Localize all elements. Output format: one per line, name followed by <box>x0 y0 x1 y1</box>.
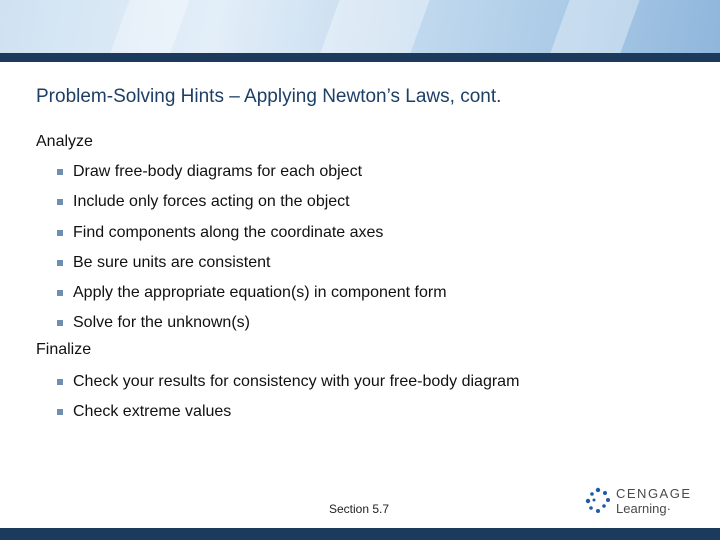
list-item <box>36 248 686 278</box>
list-item <box>36 397 686 427</box>
header-rule <box>0 53 720 62</box>
square-bullet-icon <box>57 230 63 236</box>
list-item-text: Draw free-body diagrams for each object <box>73 163 363 180</box>
square-bullet-icon <box>57 260 63 266</box>
list-item-text: Check your results for consistency with your free-body diagram <box>73 372 520 390</box>
list-item-text: Solve for the unknown(s) <box>73 314 250 332</box>
slide-content <box>36 131 686 427</box>
list-item <box>36 367 686 397</box>
list-item-text: Apply the appropriate equation(s) in component form <box>73 284 447 302</box>
finalize-list <box>36 367 686 428</box>
list-item-text: Find components along the coordinate axes <box>73 223 384 241</box>
section-label: Section 5.7 <box>329 502 390 516</box>
list-item-text: Check extreme values <box>73 403 232 421</box>
list-item-text: Be sure units are consistent <box>73 253 271 271</box>
square-bullet-icon <box>57 169 63 175</box>
section-heading-analyze: Analyze <box>36 133 93 150</box>
square-bullet-icon <box>57 199 63 205</box>
square-bullet-icon <box>57 409 63 415</box>
cengage-logo-icon <box>583 486 613 516</box>
list-item <box>36 157 686 187</box>
footer-bar <box>0 528 720 540</box>
slide-title: Problem-Solving Hints – Applying Newton’s Laws, cont. <box>36 86 502 107</box>
square-bullet-icon <box>57 379 63 385</box>
list-item <box>36 218 686 248</box>
cengage-logo <box>583 484 693 520</box>
banner-decoration <box>320 0 429 53</box>
banner-decoration <box>110 0 189 53</box>
list-item <box>36 308 686 338</box>
header-banner <box>0 0 720 53</box>
square-bullet-icon <box>57 320 63 326</box>
square-bullet-icon <box>57 290 63 296</box>
section-heading-finalize: Finalize <box>36 340 92 358</box>
analyze-list <box>36 157 686 339</box>
logo-word-bottom: Learning· <box>616 501 671 516</box>
list-item <box>36 187 686 217</box>
list-item <box>36 278 686 308</box>
list-item-text: Include only forces acting on the object <box>73 193 350 211</box>
logo-word-top: CENGAGE <box>616 486 692 501</box>
banner-decoration <box>550 0 639 53</box>
